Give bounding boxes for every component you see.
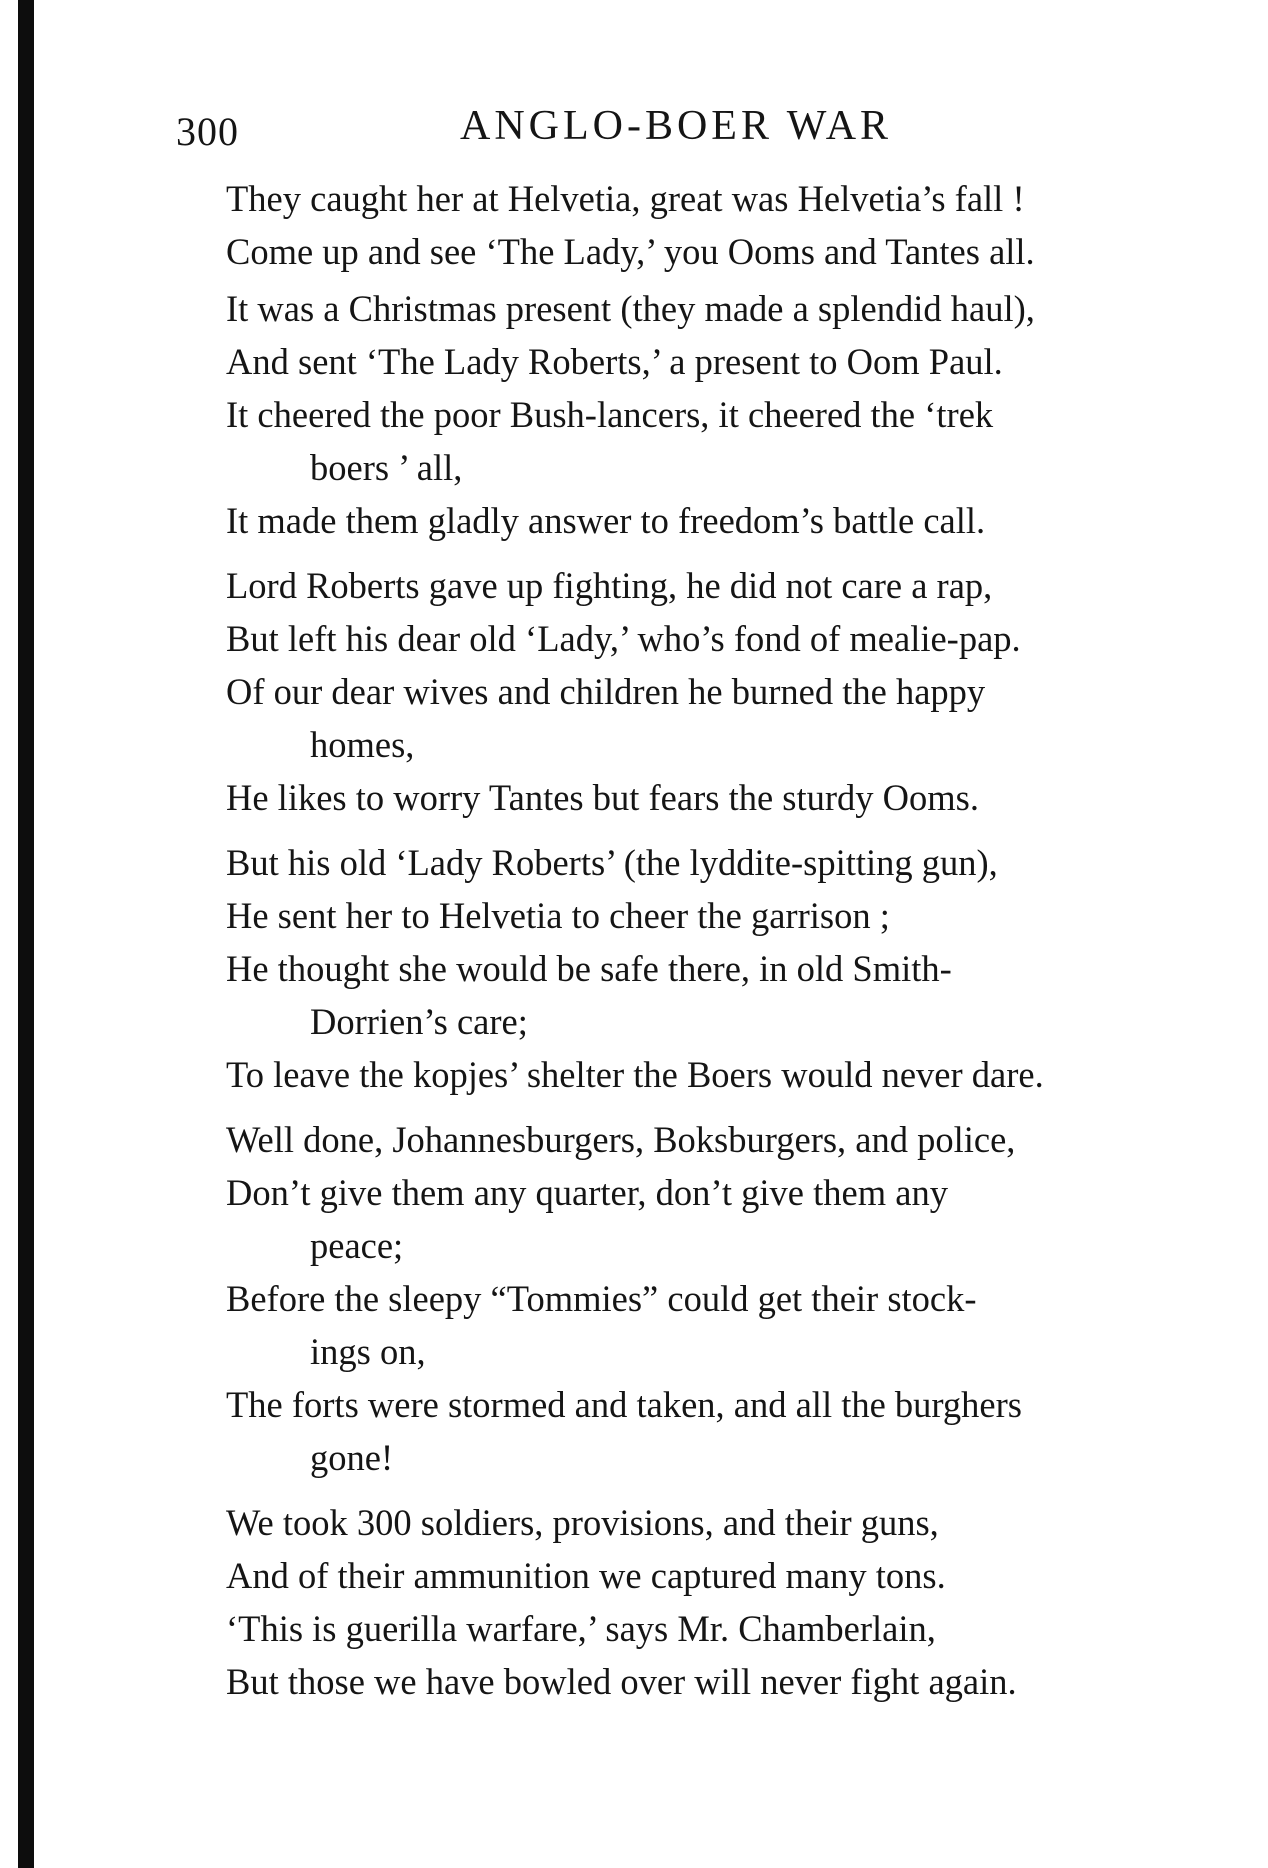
poem-line: But left his dear old ‘Lady,’ who’s fond of mealie-pap.: [226, 618, 1021, 659]
running-head: ANGLO-BOER WAR: [460, 103, 893, 149]
poem-line: But those we have bowled over will never fight again.: [226, 1661, 1017, 1702]
poem-line: They caught her at Helvetia, great was Helvetia’s fall !: [226, 178, 1025, 219]
poem-line: Well done, Johannesburgers, Boksburgers, and police,: [226, 1119, 1016, 1160]
poem-body: [226, 172, 1176, 1720]
poem-line-continuation: boers ’ all,: [310, 447, 463, 488]
poem-line: Before the sleepy “Tommies” could get their stock-: [226, 1278, 977, 1319]
poem-line: Don’t give them any quarter, don’t give them any: [226, 1172, 948, 1213]
stanza: [226, 282, 1176, 547]
poem-line-continuation: Dorrien’s care;: [310, 1001, 528, 1042]
poem-line: He thought she would be safe there, in old Smith-: [226, 948, 952, 989]
poem-line-continuation: homes,: [310, 724, 415, 765]
poem-line: The forts were stormed and taken, and all the burghers: [226, 1384, 1022, 1425]
poem-line: Come up and see ‘The Lady,’ you Ooms and Tantes all.: [226, 231, 1035, 272]
poem-line: It was a Christmas present (they made a splendid haul),: [226, 288, 1035, 329]
stanza: [226, 172, 1176, 278]
stanza: [226, 1496, 1176, 1708]
poem-line: Of our dear wives and children he burned the happy: [226, 671, 986, 712]
page-number: 300: [176, 109, 239, 154]
poem-line: Lord Roberts gave up fighting, he did not care a rap,: [226, 565, 993, 606]
poem-line: And of their ammunition we captured many tons.: [226, 1555, 946, 1596]
poem-line: It cheered the poor Bush-lancers, it cheered the ‘trek: [226, 394, 994, 435]
page-header: [0, 100, 1268, 160]
poem-line: But his old ‘Lady Roberts’ (the lyddite-spitting gun),: [226, 842, 998, 883]
stanza: [226, 1113, 1176, 1484]
poem-line-continuation: ings on,: [310, 1331, 426, 1372]
poem-line: It made them gladly answer to freedom’s battle call.: [226, 500, 986, 541]
stanza: [226, 836, 1176, 1101]
poem-line: He likes to worry Tantes but fears the sturdy Ooms.: [226, 777, 979, 818]
poem-line: ‘This is guerilla warfare,’ says Mr. Chamberlain,: [226, 1608, 936, 1649]
poem-line: And sent ‘The Lady Roberts,’ a present to Oom Paul.: [226, 341, 1003, 382]
poem-line-continuation: peace;: [310, 1225, 404, 1266]
poem-line-continuation: gone!: [310, 1437, 394, 1478]
stanza: [226, 559, 1176, 824]
poem-line: He sent her to Helvetia to cheer the garrison ;: [226, 895, 890, 936]
poem-line: To leave the kopjes’ shelter the Boers would never dare.: [226, 1054, 1044, 1095]
poem-line: We took 300 soldiers, provisions, and their guns,: [226, 1502, 939, 1543]
